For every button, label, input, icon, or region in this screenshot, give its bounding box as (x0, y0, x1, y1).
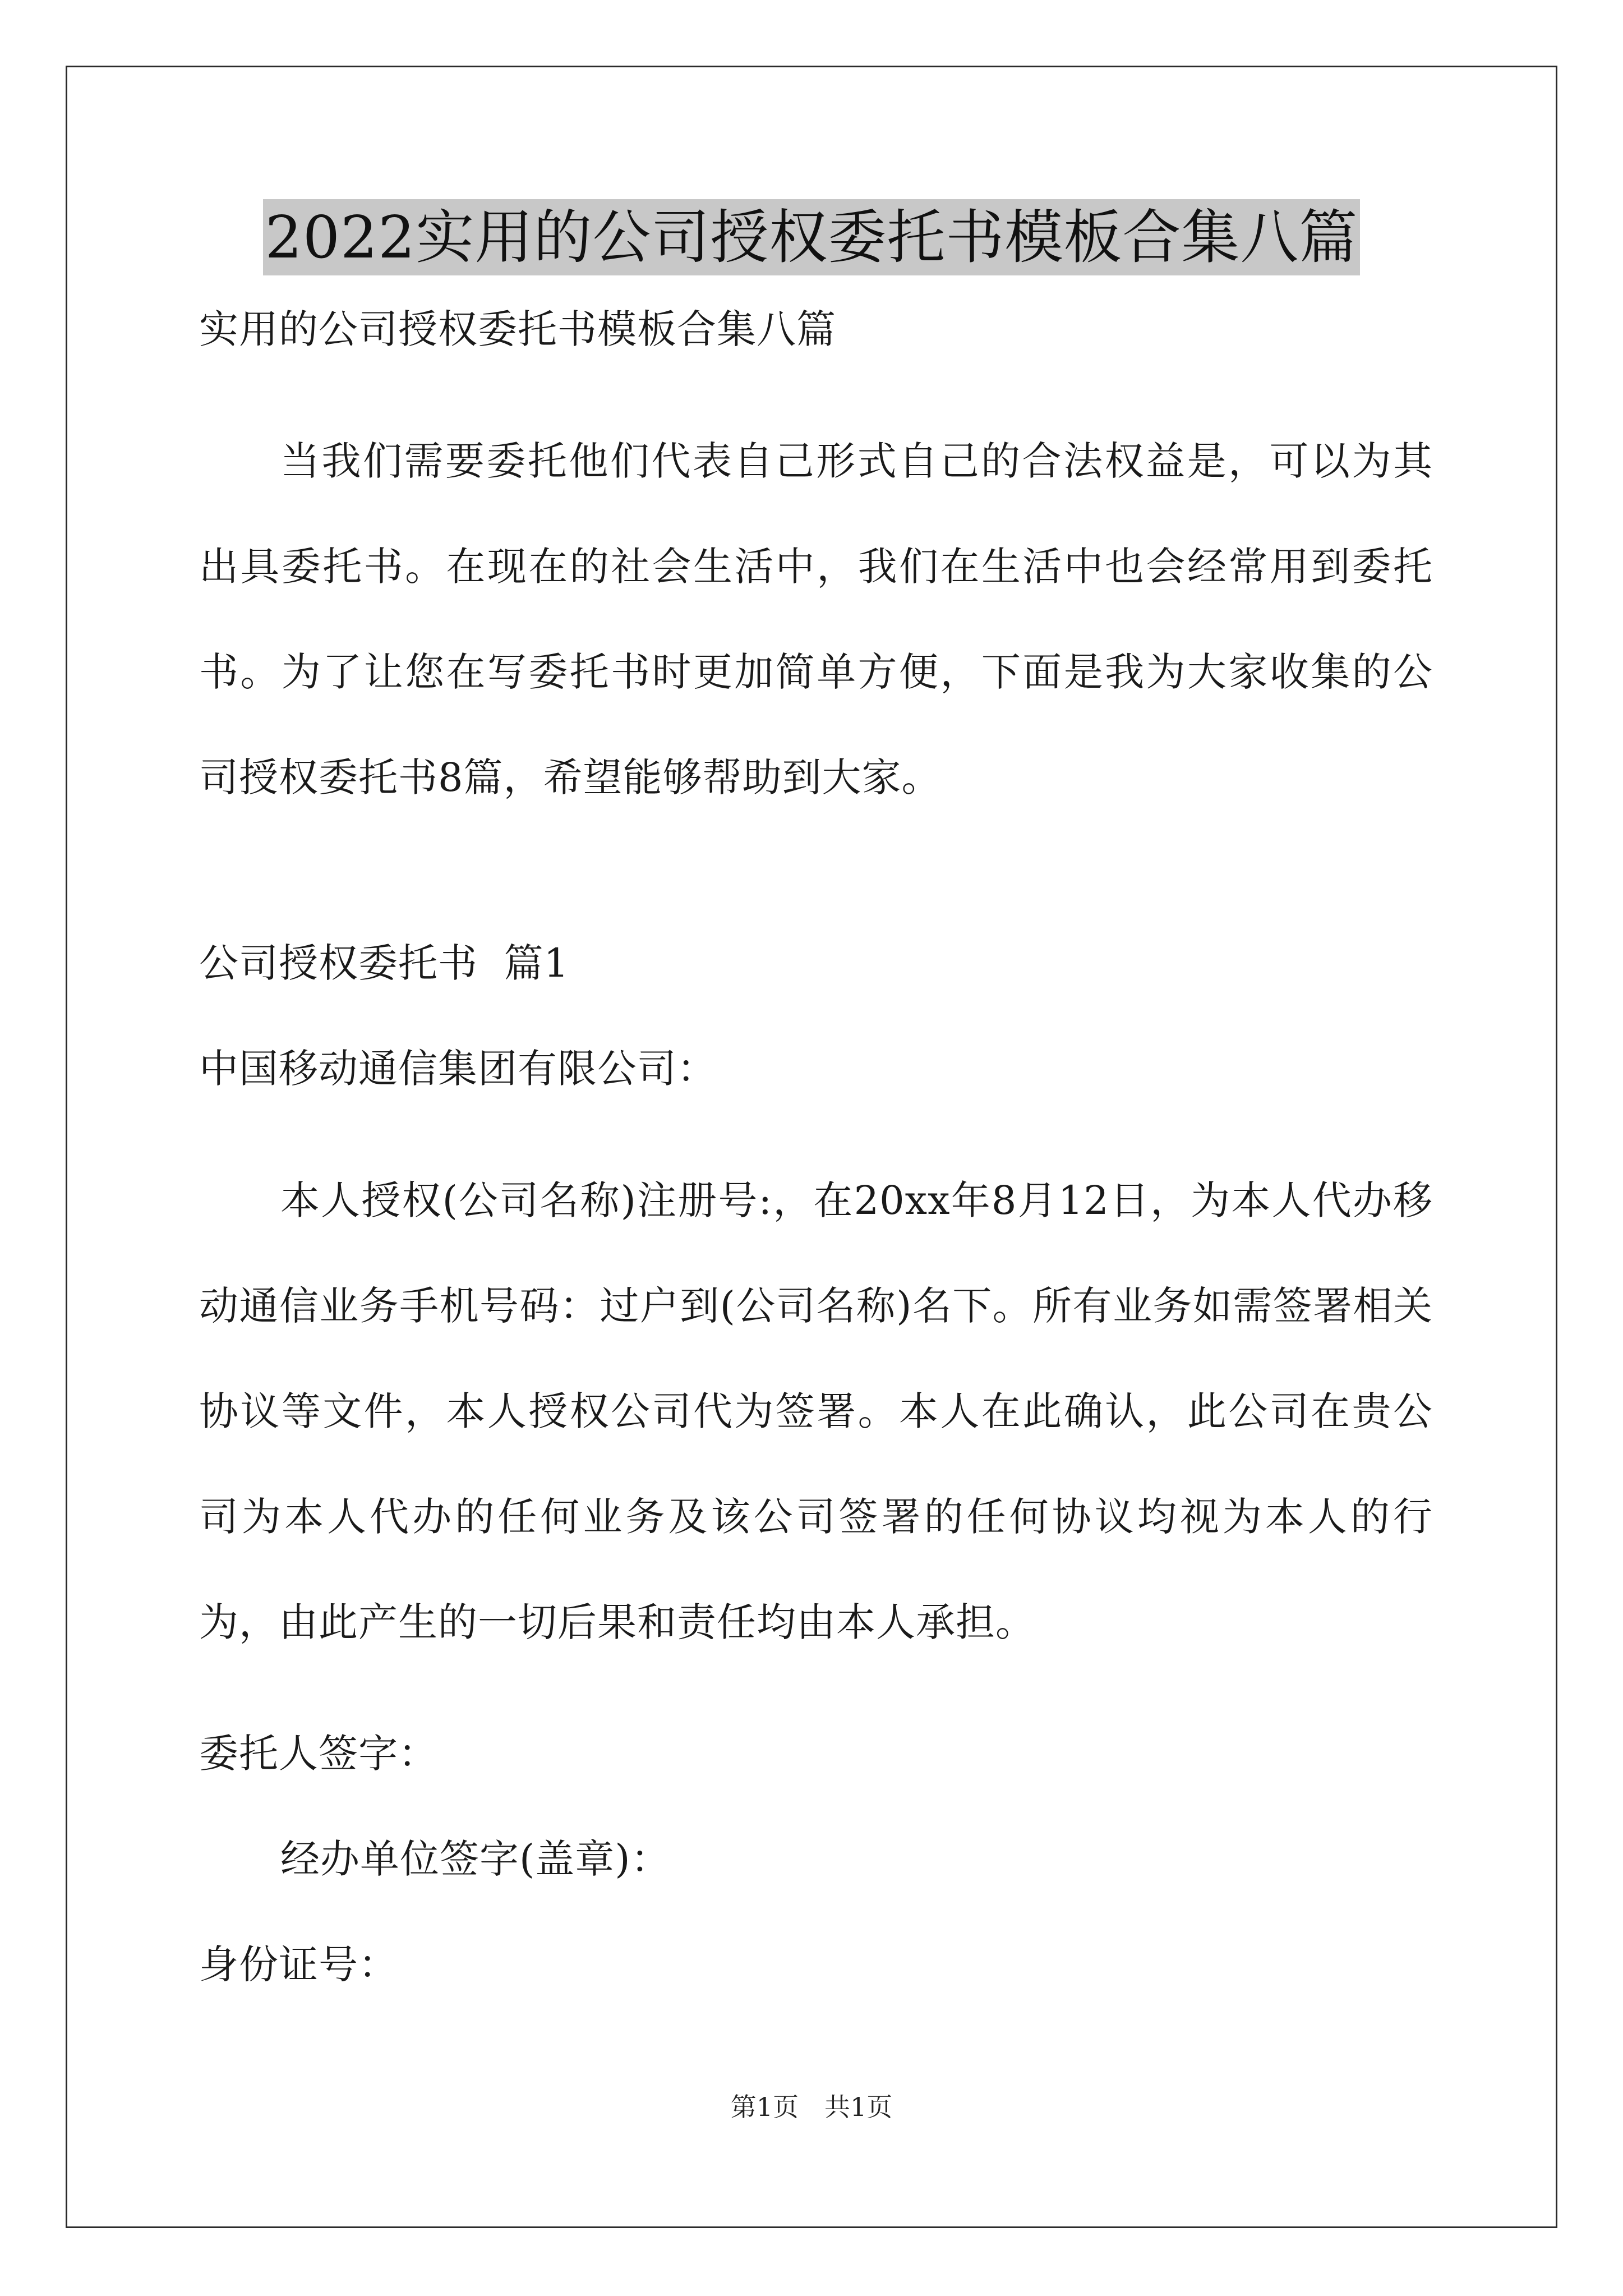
body-paragraph: 本人授权(公司名称)注册号:，在20xx年8月12日，为本人代办移动通信业务手机号码：过户到(公司名称)名下。所有业务如需签署相关协议等文件，本人授权公司代为签署。本人在此确认，此公司在贵公司为本人代办的任何业务及该公司签署的任何协议均视为本人的行为，由此产生的一切后果和责任均由本人承担。 (199, 1177, 1433, 1645)
page-number: 第1页 共1页 (730, 2092, 893, 2122)
spacer (199, 1780, 1433, 1833)
spacer (199, 356, 1433, 408)
document-subtitle: 实用的公司授权委托书模板合集八篇 (199, 306, 836, 352)
client-signature-label: 委托人签字： (199, 1731, 438, 1777)
spacer (199, 830, 1433, 937)
spacer (199, 1096, 1433, 1148)
agency-signature-label: 经办单位签字(盖章)： (280, 1836, 671, 1882)
document-body (199, 303, 1433, 1991)
addressee: 中国移动通信集团有限公司： (199, 1046, 717, 1092)
document-title: 2022实用的公司授权委托书模板合集八篇 (263, 199, 1361, 275)
spacer (199, 990, 1433, 1042)
spacer (199, 1675, 1433, 1727)
page-footer (0, 2087, 1623, 2124)
intro-paragraph: 当我们需要委托他们代表自己形式自己的合法权益是，可以为其出具委托书。在现在的社会生活中，我们在生活中也会经常用到委托书。为了让您在写委托书时更加简单方便，下面是我为大家收集的公司授权委托书8篇，希望能够帮助到大家。 (199, 438, 1433, 800)
id-number-label: 身份证号： (199, 1941, 398, 1987)
title-container (0, 199, 1623, 275)
spacer (199, 1886, 1433, 1938)
section-heading: 公司授权委托书 篇1 (199, 940, 570, 986)
